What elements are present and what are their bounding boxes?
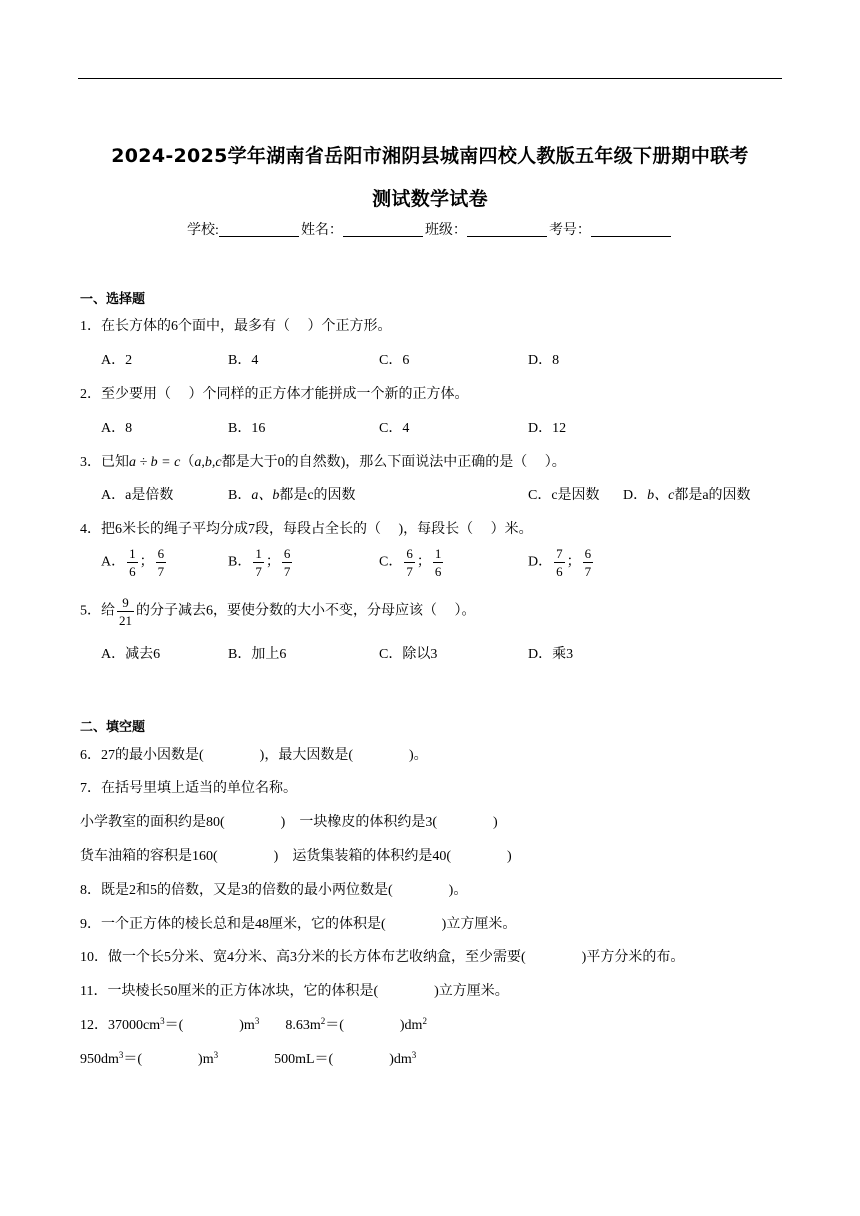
q1-option-b: B．4 (228, 353, 259, 368)
q5-option-c: C．除以3 (379, 647, 438, 662)
q1-stem: 1．在长方体的6个面中，最多有（ ）个正方形。 (80, 319, 392, 334)
page-title-line2: 测试数学试卷 (372, 188, 488, 210)
q3-vars: a,b,c (194, 455, 222, 470)
school-label: 学校: (187, 223, 219, 238)
q4-option-a: A． $\frac{1}{6}$ ； $\frac{6}{7}$ (101, 546, 165, 579)
q1-option-c: C．6 (379, 353, 410, 368)
q2-option-b: B．16 (228, 421, 266, 436)
q9-text: 9．一个正方体的棱长总和是48厘米，它的体积是( )立方厘米。 (80, 917, 517, 932)
q2-stem: 2．至少要用（ ）个同样的正方体才能拼成一个新的正方体。 (80, 387, 469, 402)
name-blank[interactable] (343, 222, 423, 237)
section-title-choice: 一、选择题 (80, 292, 146, 307)
q6-text: 6．27的最小因数是( )，最大因数是( )。 (80, 748, 428, 763)
fraction: $\frac{6}{7}$ (584, 546, 592, 579)
q12-line1: 12．$37000cm^3=$( )$m^3$ $8.63m^2=$( )$dm^2$ (80, 1016, 427, 1033)
q3-option-c: C．c是因数 (528, 488, 600, 503)
fraction: $\frac{7}{6}$ (556, 546, 563, 579)
q3-option-a: A．a是倍数 (101, 488, 174, 503)
q5-stem: 5．给 $\frac{9}{21}$ 的分子减去6，要使分数的大小不变，分母应该（ ）。 (80, 595, 476, 628)
fraction: $\frac{1}{6}$ (434, 546, 442, 579)
q2-option-d: D．12 (528, 421, 567, 436)
q10-text: 10．做一个长5分米、宽4分米、高3分米的长方体布艺收纳盒，至少需要( )平方分米的布。 (80, 950, 685, 965)
q5-option-b: B．加上6 (228, 647, 287, 662)
q7-text: 7．在括号里填上适当的单位名称。 (80, 781, 297, 796)
q4-option-c: C． $\frac{6}{7}$ ； $\frac{1}{6}$ (379, 546, 442, 579)
q7-line1: 小学教室的面积约是80( ) 一块橡皮的体积约是3( ) (80, 815, 498, 830)
page-title-line1: 2024-2025学年湖南省岳阳市湘阴县城南四校人教版五年级下册期中联考 (111, 145, 749, 167)
class-blank[interactable] (467, 222, 547, 237)
q4-option-d: D． $\frac{7}{6}$ ； $\frac{6}{7}$ (528, 546, 592, 579)
q2-option-c: C．4 (379, 421, 410, 436)
fraction: $\frac{6}{7}$ (157, 546, 165, 579)
q5-option-a: A．减去6 (101, 647, 161, 662)
fraction: $\frac{1}{7}$ (255, 546, 262, 579)
fraction: $\frac{1}{6}$ (129, 546, 136, 579)
q3-option-b: B．a、b都是c的因数 (228, 488, 356, 503)
q3-option-d: D．b、c都是a的因数 (623, 488, 751, 503)
q4-option-b: B． $\frac{1}{7}$ ； $\frac{6}{7}$ (228, 546, 291, 579)
q4-stem: 4．把6米长的绳子平均分成7段，每段占全长的（ )，每段长（ ）米。 (80, 522, 533, 537)
q3-stem: 3．已知a ÷ b = c（a,b,c都是大于0的自然数)，那么下面说法中正确的是（ ）。 (80, 455, 566, 470)
q12-line2: $950dm^3=$( )$m^3$ 500mL＝( )$dm^3$ (80, 1050, 417, 1067)
q1-option-a: A．2 (101, 353, 133, 368)
fraction: $\frac{6}{7}$ (283, 546, 291, 579)
name-label: 姓名： (300, 223, 343, 238)
student-info-row (0, 219, 860, 239)
class-label: 班级： (424, 223, 467, 238)
section-title-fill: 二、填空题 (80, 720, 146, 735)
q2-option-a: A．8 (101, 421, 133, 436)
q5-option-d: D．乘3 (528, 647, 574, 662)
q11-text: 11．一块棱长50厘米的正方体冰块，它的体积是( )立方厘米。 (80, 984, 509, 999)
exam-no-label: 考号： (548, 223, 591, 238)
fraction: $\frac{9}{21}$ (119, 595, 132, 628)
q3-formula: a ÷ b = c (129, 455, 181, 470)
fraction: $\frac{6}{7}$ (406, 546, 413, 579)
q1-option-d: D．8 (528, 353, 560, 368)
q8-text: 8．既是2和5的倍数，又是3的倍数的最小两位数是( )。 (80, 883, 468, 898)
q7-line2: 货车油箱的容积是160( ) 运货集装箱的体积约是40( ) (80, 849, 512, 864)
header-rule (78, 78, 782, 79)
school-blank[interactable] (219, 222, 299, 237)
exam-no-blank[interactable] (591, 222, 671, 237)
